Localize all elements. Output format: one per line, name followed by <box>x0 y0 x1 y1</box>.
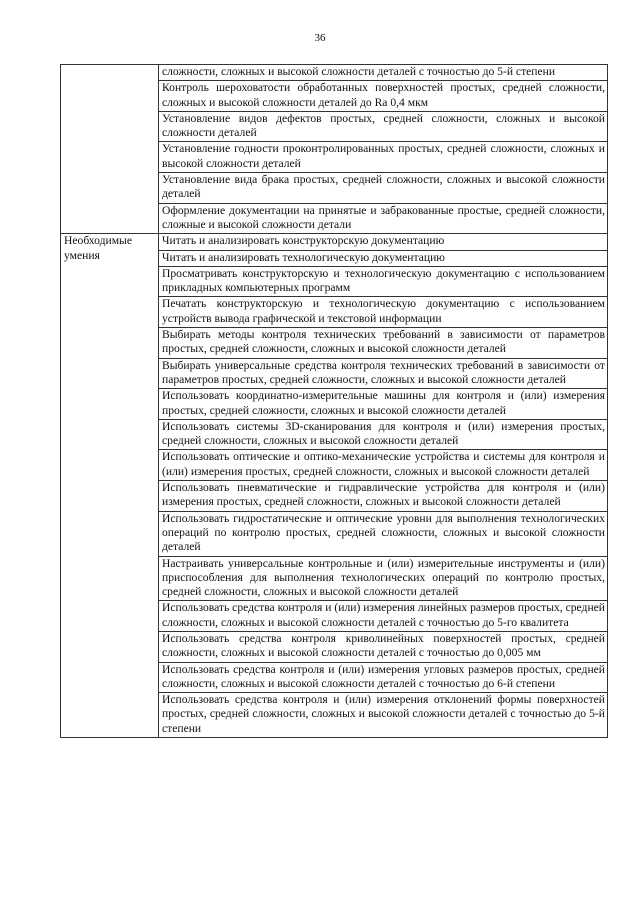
table-cell: Печатать конструкторскую и технологическую документацию с использованием устройств вывода графической и текстовой информации <box>159 297 608 328</box>
table-cell: Использовать средства контроля и (или) измерения отклонений формы поверхностей простых, средней сложности, сложных и высокой сложности деталей с точностью до 5-й степени <box>159 693 608 738</box>
table-cell: Настраивать универсальные контрольные и (или) измерительные инструменты и (или) приспособления для выполнения технологических операций по контролю простых, средней сложности, сложных и высокой сложности деталей <box>159 556 608 601</box>
skills-table <box>60 64 608 738</box>
table-cell: сложности, сложных и высокой сложности деталей с точностью до 5-й степени <box>159 65 608 81</box>
section-label-empty <box>61 65 159 234</box>
table-cell: Оформление документации на принятые и забракованные простые, средней сложности, сложные и высокой сложности детали <box>159 203 608 234</box>
table-cell: Использовать гидростатические и оптические уровни для выполнения технологических операций по контролю простых, средней сложности, сложных и высокой сложности деталей <box>159 511 608 556</box>
table-cell: Использовать оптические и оптико-механические устройства и системы для контроля и (или) измерения простых, средней сложности, сложных и высокой сложности деталей <box>159 450 608 481</box>
table-cell: Просматривать конструкторскую и технологическую документацию с использованием прикладных компьютерных программ <box>159 266 608 297</box>
section-label-skills: Необходимые умения <box>61 234 159 738</box>
table-cell: Использовать средства контроля криволинейных поверхностей простых, средней сложности, сложных и высокой сложности деталей с точностью до 0,005 мм <box>159 631 608 662</box>
table-cell: Установление видов дефектов простых, средней сложности, сложных и высокой сложности деталей <box>159 111 608 142</box>
table-cell: Выбирать методы контроля технических требований в зависимости от параметров простых, средней сложности, сложных и высокой сложности деталей <box>159 328 608 359</box>
page-number: 36 <box>314 32 326 44</box>
table-cell: Читать и анализировать конструкторскую документацию <box>159 234 608 250</box>
table-cell: Использовать средства контроля и (или) измерения угловых размеров простых, средней сложности, сложных и высокой сложности деталей с точностью до 6-й степени <box>159 662 608 693</box>
table-cell: Выбирать универсальные средства контроля технических требований в зависимости от параметров простых, средней сложности, сложных и высокой сложности деталей <box>159 358 608 389</box>
table-row <box>61 65 608 81</box>
table-cell: Использовать координатно-измерительные машины для контроля и (или) измерения простых, средней сложности, сложных и высокой сложности деталей <box>159 389 608 420</box>
table-cell: Читать и анализировать технологическую документацию <box>159 250 608 266</box>
table-cell: Использовать системы 3D-сканирования для контроля и (или) измерения простых, средней сложности, сложных и высокой сложности деталей <box>159 419 608 450</box>
table-cell: Установление годности проконтролированных простых, средней сложности, сложных и высокой сложности деталей <box>159 142 608 173</box>
table-cell: Установление вида брака простых, средней сложности, сложных и высокой сложности деталей <box>159 173 608 204</box>
table-cell: Использовать пневматические и гидравлические устройства для контроля и (или) измерения простых, средней сложности, сложных и высокой сложности деталей <box>159 481 608 512</box>
table-cell: Контроль шероховатости обработанных поверхностей простых, средней сложности, сложных и высокой сложности деталей до Ra 0,4 мкм <box>159 81 608 112</box>
table-row <box>61 234 608 250</box>
table-cell: Использовать средства контроля и (или) измерения линейных размеров простых, средней сложности, сложных и высокой сложности деталей с точностью до 5-го квалитета <box>159 601 608 632</box>
